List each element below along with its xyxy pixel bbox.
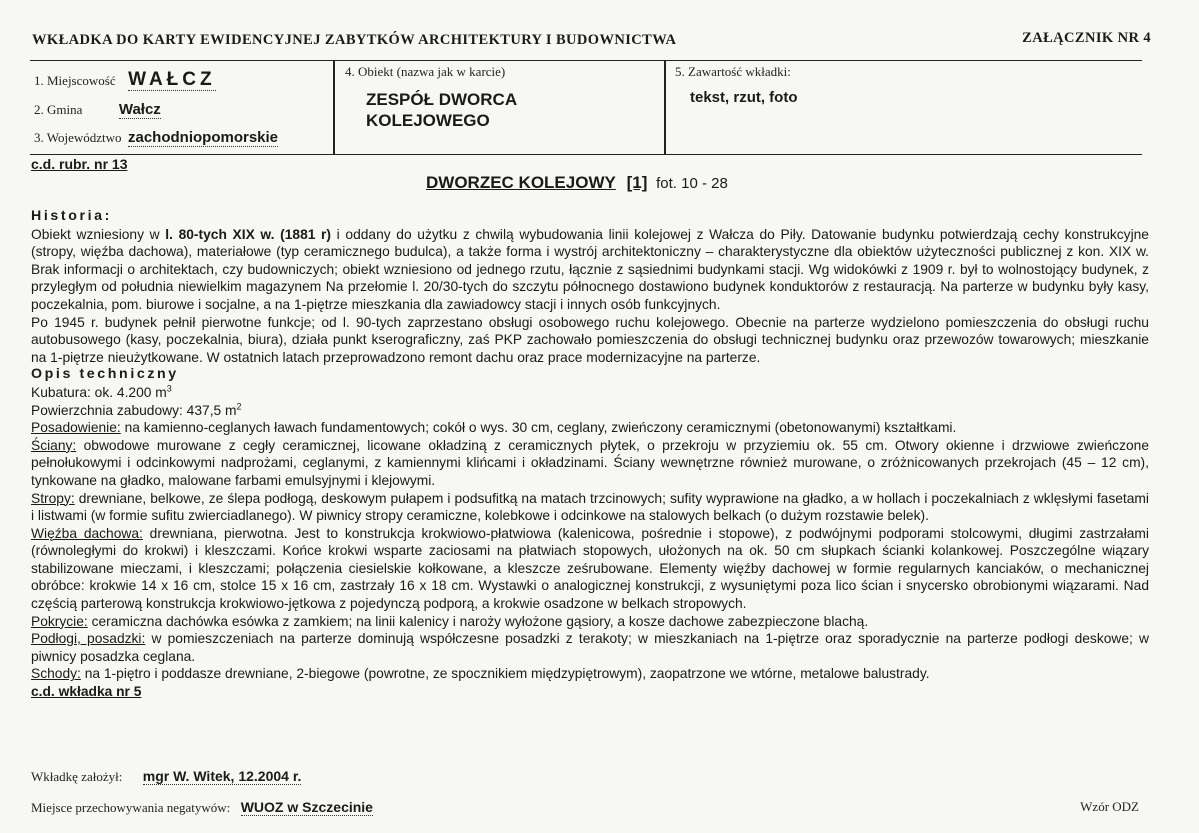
attachment-number: ZAŁĄCZNIK NR 4 bbox=[1022, 30, 1151, 46]
obiekt-value bbox=[366, 89, 517, 131]
form-pattern: Wzór ODZ bbox=[1080, 799, 1139, 814]
gmina-value: Wałcz bbox=[118, 101, 161, 118]
gmina-label: 2. Gmina bbox=[34, 102, 83, 117]
wiezba bbox=[31, 525, 1149, 613]
kubatura bbox=[31, 384, 1149, 402]
sciany bbox=[31, 437, 1149, 490]
wiezba-text: drewniana, pierwotna. Jest to konstrukcja krokwiowo-płatwiowa (kalenicowa, pośrednie i stopowe), z podwójnymi podporami stolcowymi, długimi zastrzałami (równoległymi do krokwi) i kleszczami. Końce krokwi wsparte zaciosami na płatwiach stopowych, ułożonych na ok. 50 cm słupkach ścianki kolankowej. Poszczególne wiązary stabilizowane mieczami, i kleszczami; połączenia ciesielskie kołkowane, a kleszcze ześrubowane. Elementy więźby dachowej w formie regularnych kanciaków, o mechanicznej obróbce: krokwie 14 x 16 cm, stolce 15 x 16 cm, zastrzały 16 x 18 cm. Wystawki o analogicznej konstrukcji, z wysuniętymi poza lico ścian i snycersko obrobionymi wiązarami. Nad częścią parterową konstrukcja krokwiowo-jętkowa z pojedynczą podporą, a krokwie osadzone w belkach stropowych. bbox=[31, 525, 1149, 612]
title-number: [1] bbox=[626, 173, 648, 192]
field-wojewodztwo bbox=[34, 129, 278, 147]
negatywy-value: WUOZ w Szczecinie bbox=[240, 799, 373, 815]
cd-rubr-text: c.d. rubr. nr 13 bbox=[31, 156, 128, 172]
powierzchnia bbox=[31, 402, 1149, 420]
cd-wkladka-text: c.d. wkładka nr 5 bbox=[31, 684, 142, 700]
document-body bbox=[31, 208, 1149, 701]
historia-paragraph-2: Po 1945 r. budynek pełnił pierwotne funkcje; od l. 90-tych zaprzestano obsługi osobowego ruchu kolejowego. Obecnie na parterze wydzielono pomieszczenia do obsługi ruchu autobusowego (kasy, poczekalnia, biura), działa punkt kserograficzny, zaś PKP zachowało pomieszczenia do obsługi technicznej budynku oraz przewozów towarowych; mieszkanie na 1-piętrze nieużytkowane. W ostatnich latach przeprowadzono remont dachu oraz prace modernizacyjne na parterze. bbox=[31, 314, 1149, 365]
stropy-label: Stropy: bbox=[31, 490, 75, 506]
historia-heading: Historia: bbox=[31, 208, 112, 224]
posadowienie-text: na kamienno-ceglanych ławach fundamentowych; cokół o wys. 30 cm, ceglany, zwieńczony ceramicznymi (obetonowanymi) kształtkami. bbox=[120, 420, 957, 436]
powierzchnia-sup: 2 bbox=[236, 400, 242, 411]
schody bbox=[31, 665, 1149, 683]
historia-text: Obiekt wzniesiony w bbox=[31, 226, 166, 242]
kubatura-text: Kubatura: ok. 4.200 m bbox=[31, 384, 167, 400]
zalozyl-value: mgr W. Witek, 12.2004 r. bbox=[142, 768, 302, 784]
form-title: WKŁADKA DO KARTY EWIDENCYJNEJ ZABYTKÓW ARCHITEKTURY I BUDOWNICTWA bbox=[32, 32, 677, 48]
miejscowosc-label: 1. Miejscowość bbox=[34, 73, 116, 88]
header-fields-box bbox=[30, 60, 1142, 155]
podlogi bbox=[31, 630, 1149, 665]
stropy bbox=[31, 490, 1149, 525]
zalozyl-label: Wkładkę założył: bbox=[31, 769, 123, 784]
posadowienie bbox=[31, 419, 1149, 437]
wojewodztwo-label: 3. Województwo bbox=[34, 130, 122, 145]
document-title bbox=[426, 173, 728, 193]
obiekt-label: 4. Obiekt (nazwa jak w karcie) bbox=[345, 64, 506, 79]
divider bbox=[664, 61, 666, 154]
field-miejscowosc bbox=[34, 69, 216, 91]
powierzchnia-text: Powierzchnia zabudowy: 437,5 m bbox=[31, 402, 237, 418]
pokrycie-label: Pokrycie: bbox=[31, 613, 88, 629]
schody-text: na 1-piętro i poddasze drewniane, 2-biegowe (powrotne, ze spocznikiem międzypiętrowym), zaopatrzone we wtórne, metalowe balustrady. bbox=[80, 666, 930, 682]
kubatura-sup: 3 bbox=[166, 383, 172, 394]
obiekt-value-line1: ZESPÓŁ DWORCA bbox=[366, 90, 518, 109]
historia-date: l. 80-tych XIX w. (1881 r) bbox=[165, 226, 332, 242]
negatywy-label: Miejsce przechowywania negatywów: bbox=[31, 800, 231, 815]
obiekt-value-line2: KOLEJOWEGO bbox=[366, 111, 490, 130]
pokrycie bbox=[31, 613, 1149, 631]
pokrycie-text: ceramiczna dachówka esówka z zamkiem; na linii kalenicy i naroży wyłożone gąsiory, a kosze dachowe zabezpieczone blachą. bbox=[87, 613, 869, 629]
sciany-label: Ściany: bbox=[31, 437, 77, 453]
miejscowosc-value: WAŁCZ bbox=[128, 69, 216, 90]
sciany-text: obwodowe murowane z cegły ceramicznej, licowane okładziną z ceramicznych płytek, o przekroju w przyziemiu ok. 55 cm. Otwory okienne i drzwiowe zwieńczone pełnołukowymi i odcinkowymi nadprożami, ceglanymi, z kamiennymi klińcami i okładzinami. Ściany wewnętrzne również murowane, o zróżnicowanych przekrojach (45 – 12 cm), tynkowane na gładko, malowane farbami emulsyjnymi i klejowymi. bbox=[31, 437, 1149, 488]
stropy-text: drewniane, belkowe, ze ślepa podłogą, deskowym pułapem i podsufitką na matach trzcinowych; sufity wyprawione na gładko, a w hollach i poczekalniach z wklęsłymi fasetami i listwami (w formie sufitu zwierciadlanego). W piwnicy stropy ceramiczne, kolebkowe i odcinkowe na stalowych belkach (o dużym rozstawie belek). bbox=[31, 490, 1149, 524]
podlogi-label: Podłogi, posadzki: bbox=[31, 631, 146, 647]
posadowienie-label: Posadowienie: bbox=[31, 420, 121, 436]
podlogi-text: w pomieszczeniach na parterze dominują współczesne posadzki z terakoty; w mieszkaniach na 1-piętrze oraz sporadycznie na parterze podłogi deskowe; w piwnicy posadzka ceglana. bbox=[31, 631, 1149, 664]
wiezba-label: Więźba dachowa: bbox=[31, 525, 143, 541]
cd-rubr bbox=[31, 156, 127, 172]
zawartosc-label: 5. Zawartość wkładki: bbox=[675, 64, 791, 79]
field-negatywy bbox=[31, 799, 373, 817]
wojewodztwo-value: zachodniopomorskie bbox=[128, 129, 279, 146]
title-name: DWORZEC KOLEJOWY bbox=[426, 173, 616, 192]
divider bbox=[333, 61, 335, 154]
opis-heading: Opis techniczny bbox=[31, 366, 179, 383]
cd-wkladka bbox=[31, 683, 1149, 701]
zawartosc-value: tekst, rzut, foto bbox=[690, 89, 798, 106]
schody-label: Schody: bbox=[31, 666, 81, 682]
field-gmina bbox=[34, 101, 161, 119]
field-zalozyl bbox=[31, 768, 301, 786]
title-photos: fot. 10 - 28 bbox=[656, 175, 728, 192]
historia-text: i oddany do użytku z chwilą wybudowania linii kolejowej z Wałcza do Piły. Datowanie budynku potwierdzają cechy konstrukcyjne (stropy, więźba dachowa), materiałowe (typ ceramicznego budulca), a także forma i wystrój architektoniczny – charakterystyczne dla obiektów użyteczności publicznej z kon. XIX w. Brak informacji o architektach, czy budowniczych; obiekt wzniesiono od jednego rzutu, łącznie z sąsiednimi budynkami stacji. Wg widokówki z 1909 r. był to wolnostojący budynek, z przyległym od południa niewielkim magazynem Na przełomie l. 20/30-tych do szczytu północnego dostawiono budynek konduktorów z restauracją. Na parterze w budynku były kasy, poczekalnia, pom. biurowe i socjalne, a na 1-piętrze mieszkania dla zawiadowcy stacji i innych osób funkcyjnych. bbox=[31, 226, 1149, 312]
historia-paragraph-1 bbox=[31, 226, 1149, 314]
